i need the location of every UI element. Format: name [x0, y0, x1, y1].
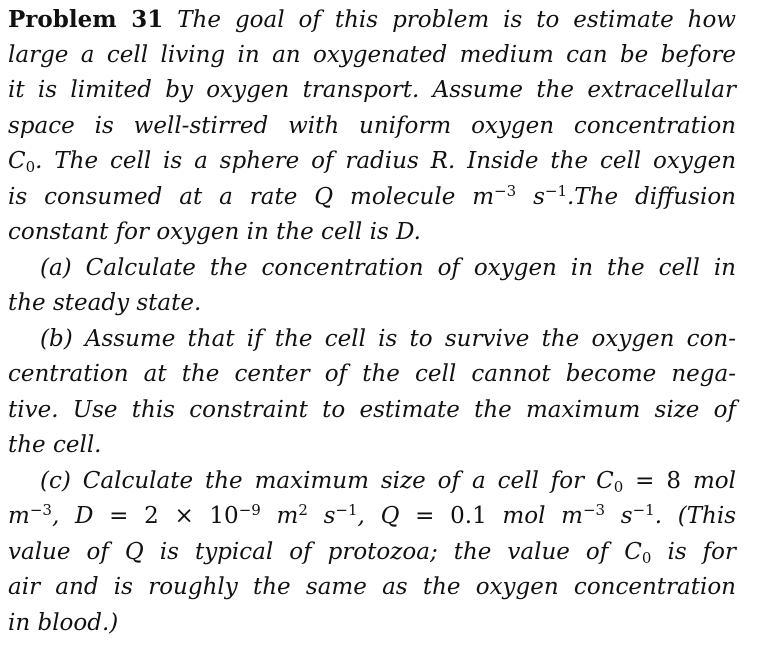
symbol-q: Q — [314, 183, 334, 210]
part-b-line-2: centration at the center of the cell cannot become nega- — [8, 361, 736, 387]
exponent: −1 — [335, 500, 358, 519]
problem-text: constant for oxygen in the cell is — [8, 219, 397, 245]
problem-text: . The cell is a sphere of radius — [35, 148, 431, 174]
symbol-c: C — [8, 148, 26, 174]
exponent: −1 — [544, 181, 567, 200]
problem-text: molecule m — [333, 183, 495, 210]
symbol-d: D — [74, 503, 94, 529]
symbol-c: C — [624, 538, 642, 565]
unit-text: mol m — [502, 503, 583, 529]
part-c-text: (c) Calculate the maximum size of a cell for — [40, 467, 597, 494]
part-c-text: . (This — [654, 503, 737, 529]
exponent: 2 — [298, 500, 308, 519]
subscript-zero: 0 — [25, 157, 36, 176]
unit-text: s — [307, 503, 336, 529]
problem-line-7 — [8, 215, 736, 251]
problem-line-4: space is well-stirred with uniform oxygen concentration — [8, 112, 736, 139]
part-c-text: , — [51, 503, 75, 529]
problem-text: is consumed at a rate — [8, 183, 315, 210]
symbol-q: Q — [380, 503, 400, 529]
value-text: = 8 — [623, 467, 693, 494]
problem-line-6 — [8, 180, 736, 216]
problem-text: s — [516, 183, 545, 210]
subscript-zero: 0 — [613, 477, 624, 496]
exponent: −9 — [238, 500, 261, 519]
unit-text: m — [8, 503, 30, 529]
part-b-line-1: (b) Assume that if the cell is to survive the oxygen con- — [40, 325, 736, 352]
part-a-line-2: the steady state. — [8, 290, 202, 316]
problem-line-2: large a cell living in an oxygenated medium can be before — [8, 41, 736, 68]
value-text: = 0.1 — [399, 503, 503, 529]
symbol-c: C — [596, 467, 614, 494]
part-c-line-5: in blood.) — [8, 609, 119, 636]
unit-text: s — [605, 503, 633, 529]
part-a-line-1: (a) Calculate the concentration of oxygen in the cell in — [40, 254, 736, 281]
exponent: −3 — [582, 500, 606, 519]
problem-text: . — [413, 219, 421, 245]
part-c-line-4: air and is roughly the same as the oxygen concentration — [8, 574, 736, 600]
part-c-line-3 — [8, 535, 736, 571]
exponent: −3 — [29, 500, 52, 519]
problem-text: .The diffusion — [567, 183, 736, 210]
part-c-line-2 — [8, 499, 736, 535]
unit-text: mol — [692, 467, 736, 494]
part-c-text: , — [357, 503, 381, 529]
symbol-r: R — [430, 148, 448, 174]
exponent: −1 — [632, 500, 655, 519]
problem-line-1 — [8, 2, 736, 38]
part-b-line-3: tive. Use this constraint to estimate the maximum size of — [8, 396, 736, 423]
symbol-d: D — [396, 219, 414, 245]
part-c-text: is for — [651, 538, 737, 565]
problem-text: . Inside the cell oxygen — [447, 148, 737, 174]
problem-text: The goal of this problem is to estimate how — [177, 7, 736, 33]
part-c-line-1 — [8, 464, 736, 500]
problem-line-3: it is limited by oxygen transport. Assume the extracellular — [8, 77, 736, 103]
part-c-text: is typical of protozoa; the value of — [143, 538, 625, 565]
part-b-line-4: the cell. — [8, 432, 102, 458]
part-c-text: value of — [8, 538, 125, 565]
problem-text-block — [8, 2, 736, 641]
problem-line-5 — [8, 144, 736, 180]
unit-text: m — [260, 503, 299, 529]
symbol-q: Q — [124, 538, 144, 565]
subscript-zero: 0 — [641, 548, 652, 567]
value-text: = 2 × 10 — [93, 503, 239, 529]
problem-label: Problem 31 — [8, 6, 164, 33]
exponent: −3 — [494, 181, 517, 200]
